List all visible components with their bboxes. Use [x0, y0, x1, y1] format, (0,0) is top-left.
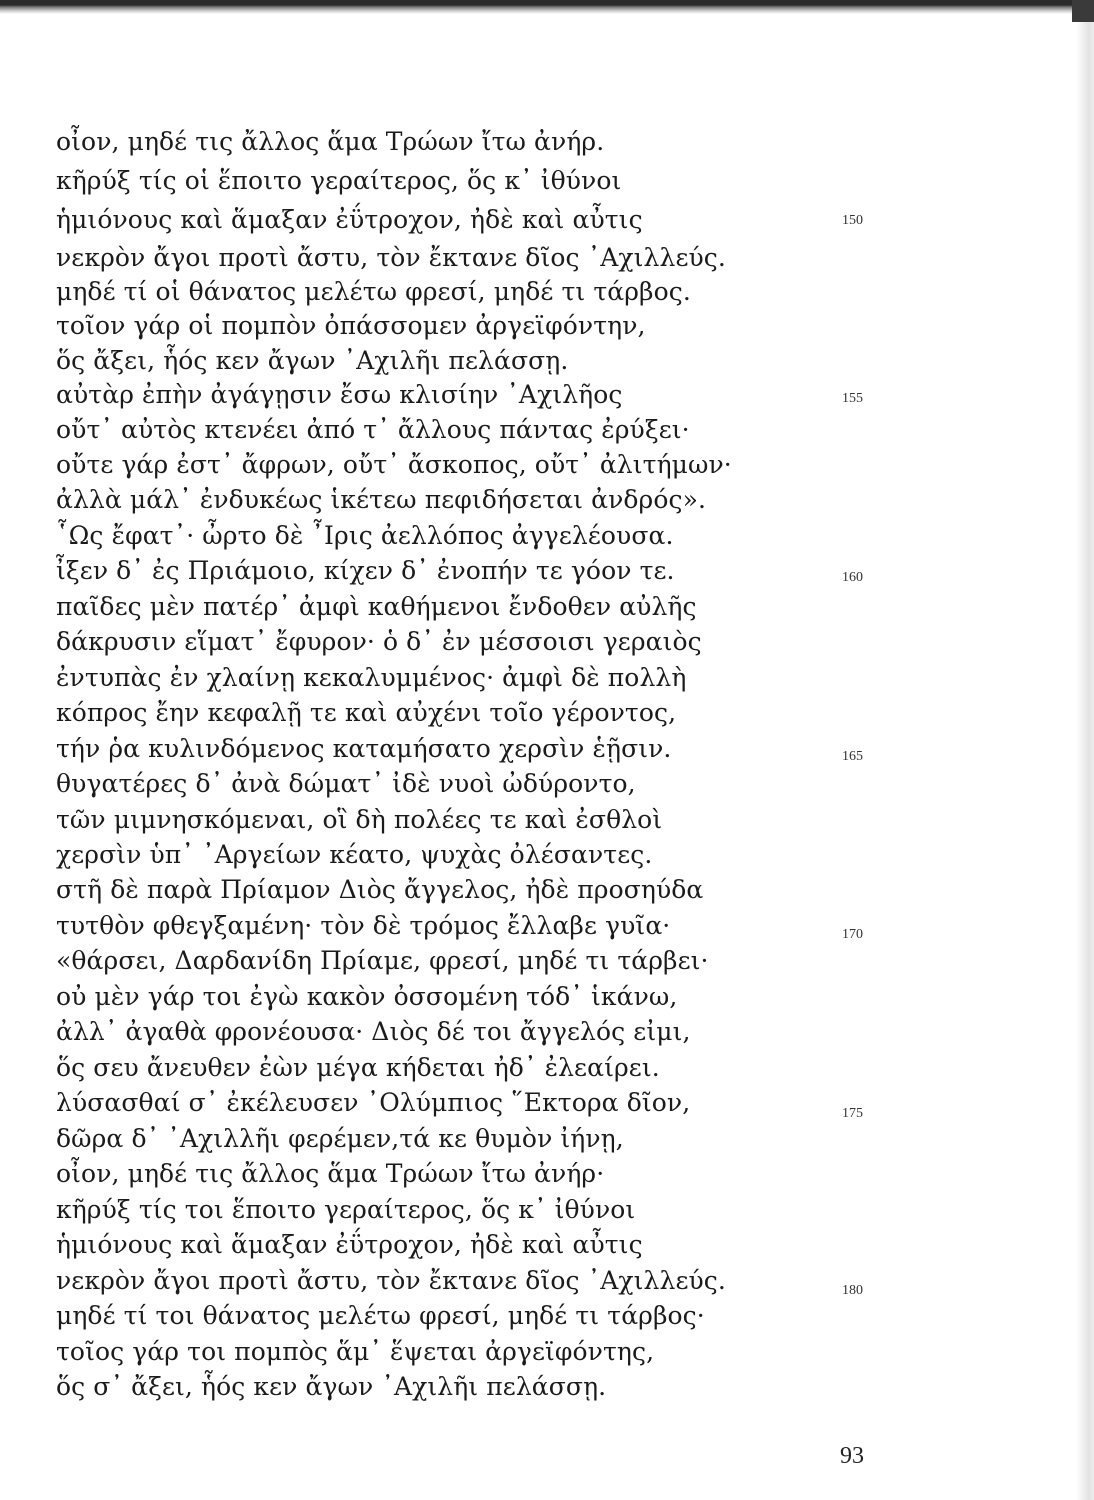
verse-line [56, 1192, 796, 1228]
line-number: 165 [842, 749, 863, 764]
verse-text: ἡμιόνους καὶ ἅμαξαν ἐΰτροχον, ἠδὲ καὶ αὖτις [56, 1230, 643, 1259]
verse-line [56, 377, 796, 413]
verse-text: δῶρα δ᾿ ᾿Αχιλλῆι φερέμεν,τά κε θυμὸν ἰήνῃ, [56, 1124, 624, 1153]
line-number: 180 [842, 1283, 863, 1298]
verse-text: ῟Ως ἔφατ᾿· ὦρτο δὲ ῏Ιρις ἀελλόπος ἀγγελέουσα. [56, 521, 674, 550]
verse-line [56, 731, 796, 767]
verse-text: οὐ μὲν γάρ τοι ἐγὼ κακὸν ὀσσομένη τόδ᾿ ἱκάνω, [56, 982, 678, 1011]
verse-text: κόπρος ἔην κεφαλῇ τε καὶ αὐχένι τοῖο γέροντος, [56, 698, 677, 727]
verse-text: κῆρύξ τίς τοι ἕποιτο γεραίτερος, ὅς κ᾿ ἰθύνοι [56, 1195, 636, 1224]
verse-text: ἶξεν δ᾿ ἐς Πριάμοιο, κίχεν δ᾿ ἐνοπήν τε γόον τε. [56, 556, 675, 585]
verse-line [56, 979, 796, 1015]
verse-line [56, 553, 796, 589]
verse-text: οἶον, μηδέ τις ἄλλος ἅμα Τρώων ἴτω ἀνήρ. [56, 127, 605, 156]
verse-line [56, 1369, 796, 1405]
verse-line [56, 1298, 796, 1334]
verse-text: τοῖος γάρ τοι πομπὸς ἅμ᾿ ἕψεται ἀργεϊφόντης, [56, 1337, 655, 1366]
verse-text: τυτθὸν φθεγξαμένη· τὸν δὲ τρόμος ἔλλαβε γυῖα· [56, 911, 671, 940]
verse-line [56, 766, 796, 802]
verse-text: μηδέ τί οἱ θάνατος μελέτω φρεσί, μηδέ τι τάρβος. [56, 277, 691, 306]
verse-text: ἀλλ᾿ ἀγαθὰ φρονέουσα· Διὸς δέ τοι ἄγγελός εἰμι, [56, 1017, 691, 1046]
line-number: 160 [842, 570, 863, 585]
verse-text: μηδέ τί τοι θάνατος μελέτω φρεσί, μηδέ τι τάρβος· [56, 1301, 705, 1330]
verse-line [56, 624, 796, 660]
verse-text: λύσασθαί σ᾿ ἐκέλευσεν ᾿Ολύμπιος ῞Εκτορα δῖον, [56, 1088, 691, 1117]
verse-line [56, 802, 796, 838]
verse-text: κῆρύξ τίς οἱ ἕποιτο γεραίτερος, ὅς κ᾿ ἰθύνοι [56, 166, 622, 195]
verse-line [56, 1334, 796, 1370]
line-number: 175 [842, 1106, 863, 1121]
verse-text: τῶν μιμνησκόμεναι, οἳ δὴ πολέες τε καὶ ἐσθλοὶ [56, 805, 663, 834]
verse-line [56, 837, 796, 873]
verse-line [56, 447, 796, 483]
verse-text: στῆ δὲ παρὰ Πρίαμον Διὸς ἄγγελος, ἠδὲ προσηύδα [56, 875, 704, 904]
verse-text: οὔτε γάρ ἐστ᾿ ἄφρων, οὔτ᾿ ἄσκοπος, οὔτ᾿ ἀλιτήμων· [56, 450, 732, 479]
verse-line [56, 1121, 796, 1157]
verse-line [56, 660, 796, 696]
line-number: 170 [842, 927, 863, 942]
verse-text: νεκρὸν ἄγοι προτὶ ἄστυ, τὸν ἔκτανε δῖος ᾿Αχιλλεύς. [56, 243, 726, 272]
verse-line [56, 124, 796, 160]
verse-line [56, 1014, 796, 1050]
line-number: 150 [842, 213, 863, 228]
verse-text: θυγατέρες δ᾿ ἀνὰ δώματ᾿ ἰδὲ νυοὶ ὠδύροντο, [56, 769, 636, 798]
verse-line [56, 1263, 796, 1299]
verse-text: ὅς σ᾿ ἄξει, ἧός κεν ἄγων ᾿Αχιλῆι πελάσσῃ. [56, 1372, 607, 1401]
verse-text: ἡμιόνους καὶ ἅμαξαν ἐΰτροχον, ἠδὲ καὶ αὖτις [56, 205, 643, 234]
verse-text: τοῖον γάρ οἱ πομπὸν ὀπάσσομεν ἀργεϊφόντην, [56, 311, 646, 340]
verse-line [56, 274, 796, 310]
verse-line [56, 482, 796, 518]
verse-line [56, 1156, 796, 1192]
verse-line [56, 943, 796, 979]
verse-line [56, 240, 796, 276]
verse-line [56, 589, 796, 625]
verse-text: οἶον, μηδέ τις ἄλλος ἅμα Τρώων ἴτω ἀνήρ· [56, 1159, 605, 1188]
verse-line [56, 163, 796, 199]
verse-line [56, 695, 796, 731]
verse-text: ἀλλὰ μάλ᾿ ἐνδυκέως ἱκέτεω πεφιδήσεται ἀνδρός». [56, 485, 707, 514]
verse-text: οὔτ᾿ αὐτὸς κτενέει ἀπό τ᾿ ἄλλους πάντας ἐρύξει· [56, 415, 690, 444]
verse-line [56, 872, 796, 908]
verse-line [56, 202, 796, 238]
verse-text: χερσὶν ὑπ᾿ ᾿Αργείων κέατο, ψυχὰς ὀλέσαντες. [56, 840, 653, 869]
verse-text: ὅς ἄξει, ἧός κεν ἄγων ᾿Αχιλῆι πελάσσῃ. [56, 346, 569, 375]
verse-text: δάκρυσιν εἵματ᾿ ἔφυρον· ὁ δ᾿ ἐν μέσσοισι γεραιὸς [56, 627, 702, 656]
verse-text: τήν ῥα κυλινδόμενος καταμήσατο χερσὶν ἑῇσιν. [56, 734, 672, 763]
verse-text: παῖδες μὲν πατέρ᾿ ἀμφὶ καθήμενοι ἔνδοθεν αὐλῆς [56, 592, 697, 621]
verse-line [56, 518, 796, 554]
line-number: 155 [842, 391, 863, 406]
verse-line [56, 343, 796, 379]
verse-line [56, 1227, 796, 1263]
verse-line [56, 908, 796, 944]
verse-text: ἐντυπὰς ἐν χλαίνῃ κεκαλυμμένος· ἀμφὶ δὲ πολλὴ [56, 663, 687, 692]
verse-text: ὅς σευ ἄνευθεν ἐὼν μέγα κήδεται ἠδ᾿ ἐλεαίρει. [56, 1053, 660, 1082]
verse-text: αὐτὰρ ἐπὴν ἀγάγῃσιν ἔσω κλισίην ᾿Αχιλῆος [56, 380, 623, 409]
verse-line [56, 412, 796, 448]
verse-line [56, 308, 796, 344]
verse-text: νεκρὸν ἄγοι προτὶ ἄστυ, τὸν ἔκτανε δῖος ᾿Αχιλλεύς. [56, 1266, 726, 1295]
verse-line [56, 1085, 796, 1121]
verse-text: «θάρσει, Δαρδανίδη Πρίαμε, φρεσί, μηδέ τι τάρβει· [56, 946, 709, 975]
verse-line [56, 1050, 796, 1086]
page-number: 93 [840, 1443, 864, 1469]
